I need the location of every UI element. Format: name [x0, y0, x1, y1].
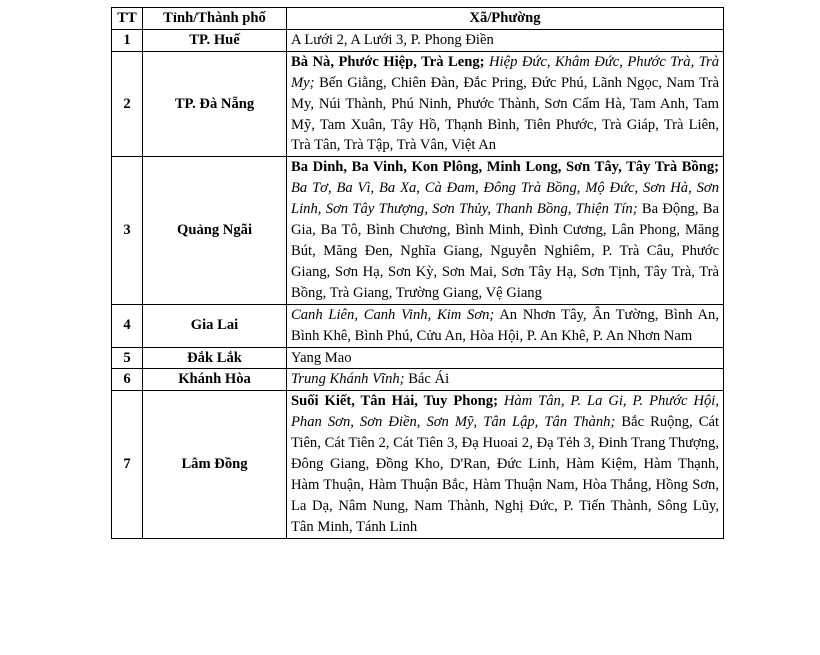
- province-name: Gia Lai: [143, 304, 287, 347]
- ward-list: [287, 391, 724, 538]
- ward-list-normal: Bến Giằng, Chiên Đàn, Đắc Pring, Đức Phú, Lãnh Ngọc, Nam Trà My, Núi Thành, Phú Ninh, Phước Thành, Sơn Cẩm Hà, Tam Anh, Tam Mỹ, Tam Xuân, Tây Hồ, Thạnh Bình, Tiên Phước, Trà Giáp, Trà Liên, Trà Tân, Trà Tập, Trà Vân, Việt An: [291, 74, 719, 154]
- ward-list: [287, 347, 724, 369]
- header-province: Tỉnh/Thành phố: [143, 8, 287, 30]
- row-number: 3: [112, 157, 143, 304]
- ward-list-italic: Hàm Tân, P. La Gi, P. Phước Hội, Phan Sơn, Sơn Điền, Sơn Mỹ, Tân Lập, Tân Thành;: [291, 393, 719, 431]
- row-number: 2: [112, 51, 143, 157]
- row-number: 1: [112, 29, 143, 51]
- ward-list-normal: An Nhơn Tây, Ân Tường, Bình An, Bình Khê, Bình Phú, Cửu An, Hòa Hội, P. An Khê, P. An Nhơn Nam: [291, 306, 719, 344]
- table-row: [112, 29, 724, 51]
- ward-list-italic: Trung Khánh Vĩnh;: [291, 371, 405, 388]
- ward-list: [287, 304, 724, 347]
- header-wards: Xã/Phường: [287, 8, 724, 30]
- header-tt: TT: [112, 8, 143, 30]
- province-name: Đắk Lắk: [143, 347, 287, 369]
- ward-list-normal: A Lưới 2, A Lưới 3, P. Phong Điền: [291, 31, 494, 48]
- ward-list-italic: Ba Tơ, Ba Vì, Ba Xa, Cà Đam, Đông Trà Bồng, Mộ Đức, Sơn Hà, Sơn Linh, Sơn Tây Thượng, Sơn Thủy, Thanh Bồng, Thiện Tín;: [291, 180, 719, 218]
- ward-list-bold: Ba Dinh, Ba Vinh, Kon Plông, Minh Long, Sơn Tây, Tây Trà Bồng;: [291, 159, 719, 176]
- table-row: [112, 391, 724, 538]
- row-number: 7: [112, 391, 143, 538]
- ward-list: [287, 51, 724, 157]
- province-name: Quảng Ngãi: [143, 157, 287, 304]
- table-row: [112, 51, 724, 157]
- ward-list-normal: Bắc Ruộng, Cát Tiên, Cát Tiên 2, Cát Tiên 3, Đạ Huoai 2, Đạ Tẻh 3, Đinh Trang Thượng, Đông Giang, Đồng Kho, D'Ran, Đức Linh, Hàm Kiệm, Hàm Thạnh, Hàm Thuận, Hàm Thuận Bắc, Hàm Thuận Nam, Hòa Thắng, Hồng Sơn, La Dạ, Nâm Nung, Nam Thành, Nghị Đức, P. Tiến Thành, Sông Lũy, Tân Minh, Tánh Linh: [291, 414, 720, 535]
- table-row: [112, 369, 724, 391]
- ward-list: [287, 29, 724, 51]
- table-row: [112, 157, 724, 304]
- ward-list-italic: Hiệp Đức, Khâm Đức, Phước Trà, Trà My;: [291, 53, 719, 91]
- province-name: Khánh Hòa: [143, 369, 287, 391]
- table-row: [112, 304, 724, 347]
- row-number: 6: [112, 369, 143, 391]
- ward-list: [287, 369, 724, 391]
- ward-list-bold: Suối Kiết, Tân Hải, Tuy Phong;: [291, 393, 498, 410]
- row-number: 5: [112, 347, 143, 369]
- ward-list-normal: Ba Động, Ba Gia, Ba Tô, Bình Chương, Bình Minh, Đình Cương, Lân Phong, Măng Bút, Măng Đen, Nghĩa Giang, Nguyễn Nghiêm, P. Trà Câu, Phước Giang, Sơn Hạ, Sơn Kỳ, Sơn Mai, Sơn Tây Hạ, Sơn Tịnh, Tây Trà, Trà Bồng, Trà Giang, Trường Giang, Vệ Giang: [291, 201, 719, 301]
- ward-list: [287, 157, 724, 304]
- province-name: TP. Huế: [143, 29, 287, 51]
- ward-list-bold: Bà Nà, Phước Hiệp, Trà Leng;: [291, 53, 485, 70]
- ward-list-italic: Canh Liên, Canh Vinh, Kim Sơn;: [291, 306, 495, 323]
- commune-list-table: [111, 7, 724, 539]
- province-name: Lâm Đồng: [143, 391, 287, 538]
- table-row: [112, 347, 724, 369]
- row-number: 4: [112, 304, 143, 347]
- ward-list-normal: Yang Mao: [291, 349, 352, 366]
- province-name: TP. Đà Nẵng: [143, 51, 287, 157]
- ward-list-normal: Bác Ái: [408, 371, 450, 388]
- table-header-row: [112, 8, 724, 30]
